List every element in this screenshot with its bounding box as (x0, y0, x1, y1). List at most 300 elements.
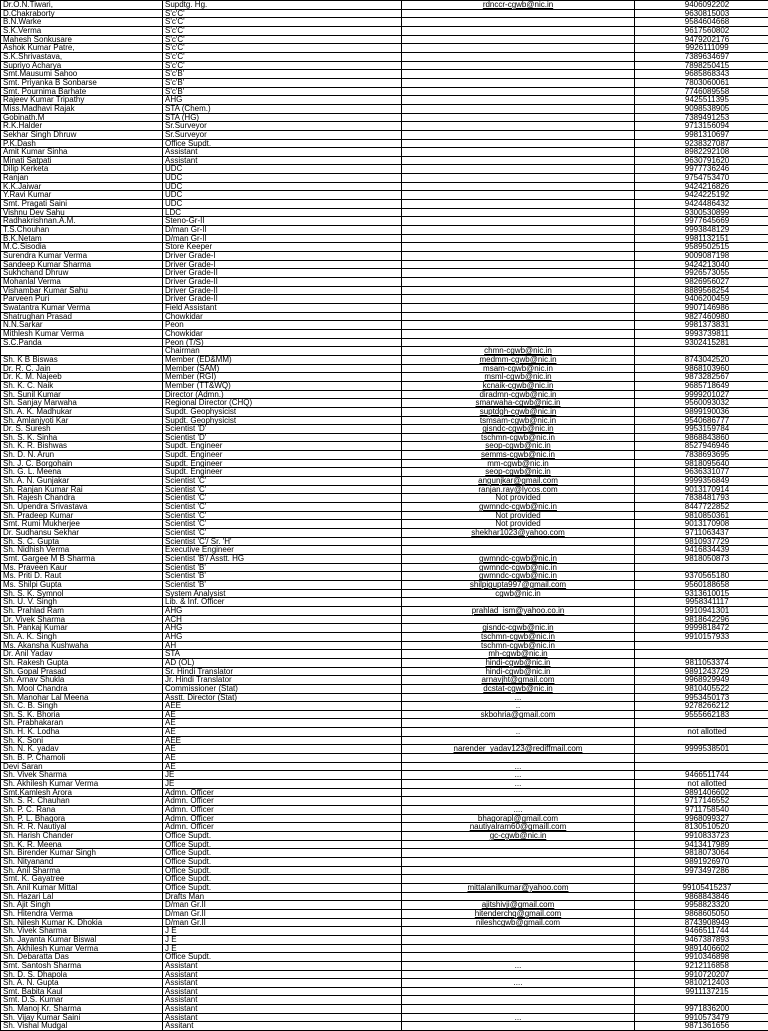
name-cell: Sh. Ranjan Kumar Rai (1, 485, 163, 494)
phone-cell: 9685868343 (635, 70, 768, 79)
table-row (1, 563, 768, 572)
name-cell: Smt. Pragati Saini (1, 200, 163, 209)
email-cell[interactable]: diradmn-cgwb@nic.in (402, 390, 635, 399)
table-row (1, 892, 768, 901)
phone-cell: 9891926970 (635, 857, 768, 866)
email-cell: ... (402, 762, 635, 771)
email-cell (402, 26, 635, 35)
designation-cell: ACH (163, 615, 402, 624)
designation-cell: Office Supdt. (163, 840, 402, 849)
phone-cell: 9868843846 (635, 892, 768, 901)
email-cell (402, 935, 635, 944)
email-cell (402, 113, 635, 122)
table-row (1, 615, 768, 624)
email-cell[interactable]: hindi-cgwb@nic.in (402, 667, 635, 676)
email-cell (402, 148, 635, 157)
name-cell: Sh. Nityanand (1, 857, 163, 866)
email-cell[interactable]: gwmndc-cgwb@nic.in (402, 572, 635, 581)
designation-cell: Assistant (163, 987, 402, 996)
designation-cell: Driver Grade-I (163, 260, 402, 269)
phone-cell: 9818050873 (635, 555, 768, 564)
phone-cell: 9424213040 (635, 260, 768, 269)
email-cell[interactable]: msml-cgwb@nic.in (402, 373, 635, 382)
designation-cell: S'c'B' (163, 70, 402, 79)
name-cell: Smt. Gargee M B Sharma (1, 555, 163, 564)
phone-cell: 9636331077 (635, 468, 768, 477)
email-cell[interactable]: gwmndc-cgwb@nic.in (402, 555, 635, 564)
phone-cell: 7389634697 (635, 52, 768, 61)
phone-cell: 9013170914 (635, 485, 768, 494)
table-row (1, 18, 768, 27)
phone-cell: not allotted (635, 780, 768, 789)
email-cell[interactable]: mm-cgwb@nic.in (402, 459, 635, 468)
email-cell (402, 736, 635, 745)
table-row (1, 191, 768, 200)
name-cell: Sh. Jayanta Kumar Biswal (1, 935, 163, 944)
table-row (1, 529, 768, 538)
phone-cell: 9584604668 (635, 18, 768, 27)
designation-cell: Scientist 'C' (163, 520, 402, 529)
designation-cell: Scientist 'C' (163, 503, 402, 512)
email-cell (402, 52, 635, 61)
email-cell (402, 1005, 635, 1014)
email-cell[interactable]: tschmn-cgwb@nic.in (402, 632, 635, 641)
name-cell: Sh. Pradeep Kumar (1, 511, 163, 520)
email-cell[interactable]: tsmsam-cgwb@nic.in (402, 416, 635, 425)
email-cell[interactable]: bhagorapl@gmail.com (402, 814, 635, 823)
phone-cell: 9891243729 (635, 667, 768, 676)
name-cell: Parveen Puri (1, 295, 163, 304)
phone-cell: 9425511395 (635, 96, 768, 105)
designation-cell: Assistant (163, 996, 402, 1005)
name-cell: Sh. D. N. Arun (1, 451, 163, 460)
designation-cell: Scientist 'D' (163, 425, 402, 434)
table-row (1, 139, 768, 148)
phone-cell: 9973497286 (635, 866, 768, 875)
table-row (1, 425, 768, 434)
table-row (1, 806, 768, 815)
table-row (1, 710, 768, 719)
email-cell[interactable]: gwmndc-cgwb@nic.in (402, 503, 635, 512)
table-row (1, 156, 768, 165)
name-cell: Sh. Prahlad Ram (1, 606, 163, 615)
email-cell (402, 130, 635, 139)
name-cell: Sh. P. C. Rana (1, 806, 163, 815)
table-row (1, 459, 768, 468)
phone-cell: 9589502515 (635, 243, 768, 252)
name-cell: Sh. Prabhakaran (1, 719, 163, 728)
name-cell: Sukhchand Dhruw (1, 269, 163, 278)
table-row (1, 909, 768, 918)
name-cell: Surendra Kumar Verma (1, 252, 163, 261)
table-row (1, 580, 768, 589)
name-cell: B.K.Netam (1, 234, 163, 243)
email-cell: ... (402, 693, 635, 702)
table-row (1, 979, 768, 988)
email-cell[interactable]: seop-cgwb@nic.in (402, 468, 635, 477)
phone-cell (635, 563, 768, 572)
designation-cell: S'c'B' (163, 78, 402, 87)
table-row (1, 312, 768, 321)
phone-cell: 9968099327 (635, 814, 768, 823)
table-row (1, 468, 768, 477)
table-row (1, 832, 768, 841)
designation-cell: Assistant (163, 979, 402, 988)
name-cell: Sh. K. C. Naik (1, 381, 163, 390)
designation-cell: Peon (T/S) (163, 338, 402, 347)
name-cell: Mithlesh Kumar Verma (1, 329, 163, 338)
table-row (1, 606, 768, 615)
name-cell: Supriyo Acharya (1, 61, 163, 70)
designation-cell: Scientist 'C' (163, 494, 402, 503)
designation-cell: Office Supdt. (163, 875, 402, 884)
designation-cell: AE (163, 762, 402, 771)
table-row (1, 61, 768, 70)
phone-cell: 9685718649 (635, 381, 768, 390)
table-row (1, 399, 768, 408)
designation-cell: AE (163, 719, 402, 728)
phone-cell: 9999818472 (635, 624, 768, 633)
designation-cell: JE (163, 771, 402, 780)
email-cell (402, 260, 635, 269)
name-cell: Sh. K B Biswas (1, 355, 163, 364)
name-cell: Sh. J. C. Borgohain (1, 459, 163, 468)
table-row (1, 797, 768, 806)
email-cell[interactable]: gisndc-cgwb@nic.in (402, 624, 635, 633)
table-row (1, 866, 768, 875)
email-cell[interactable]: arnavjht@gmail.com (402, 676, 635, 685)
email-cell[interactable]: semms-cgwb@nic.in (402, 451, 635, 460)
table-row (1, 217, 768, 226)
name-cell: Sh. K. R. Meena (1, 840, 163, 849)
phone-cell: 9754753470 (635, 174, 768, 183)
phone-cell: 9891406602 (635, 788, 768, 797)
email-cell[interactable]: dcstat-cgwb@nic.in (402, 684, 635, 693)
name-cell: Sh. Manoj Kr. Sharma (1, 1005, 163, 1014)
email-cell: .. (402, 702, 635, 711)
table-row (1, 243, 768, 252)
designation-cell: UDC (163, 200, 402, 209)
name-cell: Vishambar Kumar Sahu (1, 286, 163, 295)
email-cell[interactable]: shilpigupta997@gmail.com (402, 580, 635, 589)
email-cell: .. (402, 728, 635, 737)
email-cell (402, 9, 635, 18)
table-row (1, 295, 768, 304)
name-cell: Sh. S. R. Chauhan (1, 797, 163, 806)
table-row (1, 589, 768, 598)
phone-cell: 7838693695 (635, 451, 768, 460)
table-row (1, 416, 768, 425)
phone-cell (635, 347, 768, 356)
table-row (1, 788, 768, 797)
phone-cell: 7389491253 (635, 113, 768, 122)
email-cell[interactable]: kcnaik-cgwb@nic.in (402, 381, 635, 390)
email-cell[interactable]: ajitshivji@gmail.com (402, 901, 635, 910)
phone-cell: 7746089558 (635, 87, 768, 96)
name-cell: Sh. Harish Chander (1, 832, 163, 841)
name-cell: Sh. Debaratta Das (1, 953, 163, 962)
name-cell: Smt. Babita Kaul (1, 987, 163, 996)
email-cell[interactable]: smarwaha-cgwb@nic.in (402, 399, 635, 408)
designation-cell: AHG (163, 632, 402, 641)
designation-cell: S'c'C' (163, 26, 402, 35)
phone-cell: 9910573479 (635, 1013, 768, 1022)
designation-cell: D/man Gr-II (163, 226, 402, 235)
designation-cell: Admn. Officer (163, 806, 402, 815)
phone-cell: 9300530899 (635, 208, 768, 217)
directory-body (1, 1, 768, 1031)
designation-cell: AE (163, 728, 402, 737)
email-cell (402, 866, 635, 875)
phone-cell: 9899190036 (635, 407, 768, 416)
designation-cell: Jr. Hindi Translator (163, 676, 402, 685)
phone-cell: 9910346898 (635, 953, 768, 962)
email-cell[interactable]: nautiyalram60@gmaill.com (402, 823, 635, 832)
email-cell[interactable]: narender_yadav123@rediffmail.com (402, 745, 635, 754)
email-cell[interactable]: medmm-cgwb@nic.in (402, 355, 635, 364)
designation-cell: Scientist 'C'/ Sr. 'H' (163, 537, 402, 546)
name-cell: Smt. Rumi Mukherjee (1, 520, 163, 529)
name-cell: Ms. Shilpi Gupta (1, 580, 163, 589)
phone-cell: 9891406602 (635, 944, 768, 953)
table-row (1, 572, 768, 581)
email-cell[interactable]: skbohria@gmail.com (402, 710, 635, 719)
designation-cell: STA (163, 650, 402, 659)
email-cell[interactable]: shekhar1023@yahoo.com (402, 529, 635, 538)
table-row (1, 329, 768, 338)
email-cell[interactable]: mh-cgwb@nic.in (402, 650, 635, 659)
name-cell: Sh. Arnav Shukla (1, 676, 163, 685)
email-cell (402, 295, 635, 304)
phone-cell: 9926573055 (635, 269, 768, 278)
name-cell: S.K.Verma (1, 26, 163, 35)
email-cell[interactable]: hitenderchq@gmail.com (402, 909, 635, 918)
email-cell[interactable]: seop-cgwb@nic.in (402, 442, 635, 451)
designation-cell: JE (163, 780, 402, 789)
name-cell: Dr. R. C. Jain (1, 364, 163, 373)
email-cell (402, 226, 635, 235)
name-cell: Sh. S. K. Symnol (1, 589, 163, 598)
phone-cell: 9713156094 (635, 122, 768, 131)
name-cell: K.K.Jaiwar (1, 182, 163, 191)
designation-cell: Supdt. Engineer (163, 459, 402, 468)
email-cell[interactable]: gc-cgwb@nic.in (402, 832, 635, 841)
designation-cell: Admn. Officer (163, 797, 402, 806)
email-cell (402, 857, 635, 866)
email-cell[interactable]: suptdgh-cgwb@nic.in (402, 407, 635, 416)
name-cell: Radhakrishnan.A.M. (1, 217, 163, 226)
table-row (1, 814, 768, 823)
phone-cell: 9278266212 (635, 702, 768, 711)
name-cell: Minati Satpati (1, 156, 163, 165)
designation-cell: D/man Gr.II (163, 918, 402, 927)
email-cell[interactable]: nileshcgwb@gmail.com (402, 918, 635, 927)
designation-cell: D/man Gr-II (163, 234, 402, 243)
name-cell: Sh. S. C. Gupta (1, 537, 163, 546)
designation-cell: Scientist 'C' (163, 485, 402, 494)
name-cell: M.C.Sisodia (1, 243, 163, 252)
name-cell: Smt. Santosh Sharma (1, 961, 163, 970)
name-cell: Sh. Upendra Srivastava (1, 503, 163, 512)
phone-cell: 9313610015 (635, 589, 768, 598)
email-cell (402, 598, 635, 607)
table-row (1, 87, 768, 96)
phone-cell: 9999356849 (635, 477, 768, 486)
name-cell: S.C.Panda (1, 338, 163, 347)
email-cell[interactable]: angunjkar@gmail.com (402, 477, 635, 486)
name-cell: N.N.Sarkar (1, 321, 163, 330)
phone-cell: 9424486432 (635, 200, 768, 209)
designation-cell: J E (163, 944, 402, 953)
table-row (1, 78, 768, 87)
designation-cell: AE (163, 754, 402, 763)
email-cell (402, 329, 635, 338)
designation-cell: Assistant (163, 961, 402, 970)
designation-cell: Chairman (163, 347, 402, 356)
email-cell[interactable]: chmn-cgwb@nic.in (402, 347, 635, 356)
table-row (1, 849, 768, 858)
phone-cell: 9953450173 (635, 693, 768, 702)
phone-cell: 9971836200 (635, 1005, 768, 1014)
name-cell: Sh. A. K. Singh (1, 632, 163, 641)
email-cell: .... (402, 806, 635, 815)
name-cell: Sh. S. K. Sinha (1, 433, 163, 442)
table-row (1, 702, 768, 711)
designation-cell: Scientist 'C' (163, 511, 402, 520)
phone-cell: 9953159784 (635, 425, 768, 434)
email-cell[interactable]: mittalanilkumar@yahoo.com (402, 883, 635, 892)
email-cell (402, 338, 635, 347)
email-cell (402, 537, 635, 546)
email-cell (402, 797, 635, 806)
name-cell: Sh. Ajit Singh (1, 901, 163, 910)
table-row (1, 338, 768, 347)
table-row (1, 953, 768, 962)
phone-cell: 9711758540 (635, 806, 768, 815)
designation-cell: STA (Chem.) (163, 104, 402, 113)
phone-cell: 9810405522 (635, 684, 768, 693)
table-row (1, 944, 768, 953)
table-row (1, 840, 768, 849)
email-cell[interactable]: ranjan.ray@lycos.com (402, 485, 635, 494)
table-row (1, 35, 768, 44)
email-cell[interactable]: prahlad_ism@yahoo.co.in (402, 606, 635, 615)
phone-cell: 8889568254 (635, 286, 768, 295)
name-cell: Smt.Kamlesh Arora (1, 788, 163, 797)
table-row (1, 762, 768, 771)
table-row (1, 754, 768, 763)
designation-cell: Scientist 'C' (163, 529, 402, 538)
email-cell (402, 70, 635, 79)
name-cell (1, 347, 163, 356)
name-cell: Amit Kumar Sinha (1, 148, 163, 157)
phone-cell (635, 762, 768, 771)
email-cell: ... (402, 780, 635, 789)
designation-cell: Admn. Officer (163, 814, 402, 823)
email-cell (402, 278, 635, 287)
phone-cell: 9999538501 (635, 745, 768, 754)
designation-cell: S'c'C' (163, 52, 402, 61)
phone-cell: 8130510520 (635, 823, 768, 832)
phone-cell: 9009087198 (635, 252, 768, 261)
phone-cell: 9467387893 (635, 935, 768, 944)
table-row (1, 130, 768, 139)
table-row (1, 477, 768, 486)
email-cell (402, 208, 635, 217)
designation-cell: System Analysist (163, 589, 402, 598)
designation-cell: Member (SAM) (163, 364, 402, 373)
phone-cell: 9981310697 (635, 130, 768, 139)
table-row (1, 511, 768, 520)
designation-cell: AE (163, 710, 402, 719)
email-cell[interactable]: hindi-cgwb@nic.in (402, 658, 635, 667)
table-row (1, 658, 768, 667)
email-cell[interactable]: tschmn-cgwb@nic.in (402, 641, 635, 650)
email-cell[interactable]: msam-cgwb@nic.in (402, 364, 635, 373)
phone-cell: 9810850361 (635, 511, 768, 520)
name-cell: Sh. Gopal Prasad (1, 667, 163, 676)
table-row (1, 113, 768, 122)
phone-cell (635, 641, 768, 650)
email-cell (402, 234, 635, 243)
phone-cell: 9630815003 (635, 9, 768, 18)
email-cell[interactable]: tschmn-cgwb@nic.in (402, 433, 635, 442)
table-row (1, 485, 768, 494)
email-cell[interactable]: gisndc-cgwb@nic.in (402, 425, 635, 434)
phone-cell: 9811053374 (635, 658, 768, 667)
name-cell: Sh. S. K. Bhoria (1, 710, 163, 719)
name-cell: Sh. A. K. Madhukar (1, 407, 163, 416)
email-cell (402, 996, 635, 1005)
designation-cell: Scientist 'B' (163, 563, 402, 572)
phone-cell: 8743908949 (635, 918, 768, 927)
name-cell: Sh. Hazari Lal (1, 892, 163, 901)
email-cell (402, 286, 635, 295)
phone-cell (635, 875, 768, 884)
name-cell: Mohanlal Verma (1, 278, 163, 287)
name-cell: Gobinath.M (1, 113, 163, 122)
name-cell: Sh. B. P. Chamoli (1, 754, 163, 763)
table-row (1, 555, 768, 564)
email-cell[interactable]: rdnccr-cgwb@nic.in (402, 1, 635, 10)
phone-cell: 9560093032 (635, 399, 768, 408)
name-cell: T.S.Chouhan (1, 226, 163, 235)
phone-cell: 9810212403 (635, 979, 768, 988)
table-row (1, 208, 768, 217)
designation-cell: AHG (163, 624, 402, 633)
phone-cell: 9013170908 (635, 520, 768, 529)
designation-cell: AHG (163, 606, 402, 615)
name-cell: Shatrughan Prasad (1, 312, 163, 321)
name-cell: Dr. S. Suresh (1, 425, 163, 434)
email-cell (402, 719, 635, 728)
name-cell: Sh. K. Soni (1, 736, 163, 745)
email-cell[interactable]: cgwb@nic.in (402, 589, 635, 598)
email-cell: ... (402, 771, 635, 780)
phone-cell: 9910833723 (635, 832, 768, 841)
email-cell (402, 269, 635, 278)
table-row (1, 901, 768, 910)
email-cell (402, 840, 635, 849)
designation-cell: Supdt. Geophysicist (163, 416, 402, 425)
phone-cell: 9873282567 (635, 373, 768, 382)
name-cell: Mahesh Sonkusare (1, 35, 163, 44)
email-cell (402, 546, 635, 555)
email-cell[interactable]: gwmndc-cgwb@nic.in (402, 563, 635, 572)
table-row (1, 1005, 768, 1014)
designation-cell: AH (163, 641, 402, 650)
designation-cell: Steno-Gr-II (163, 217, 402, 226)
